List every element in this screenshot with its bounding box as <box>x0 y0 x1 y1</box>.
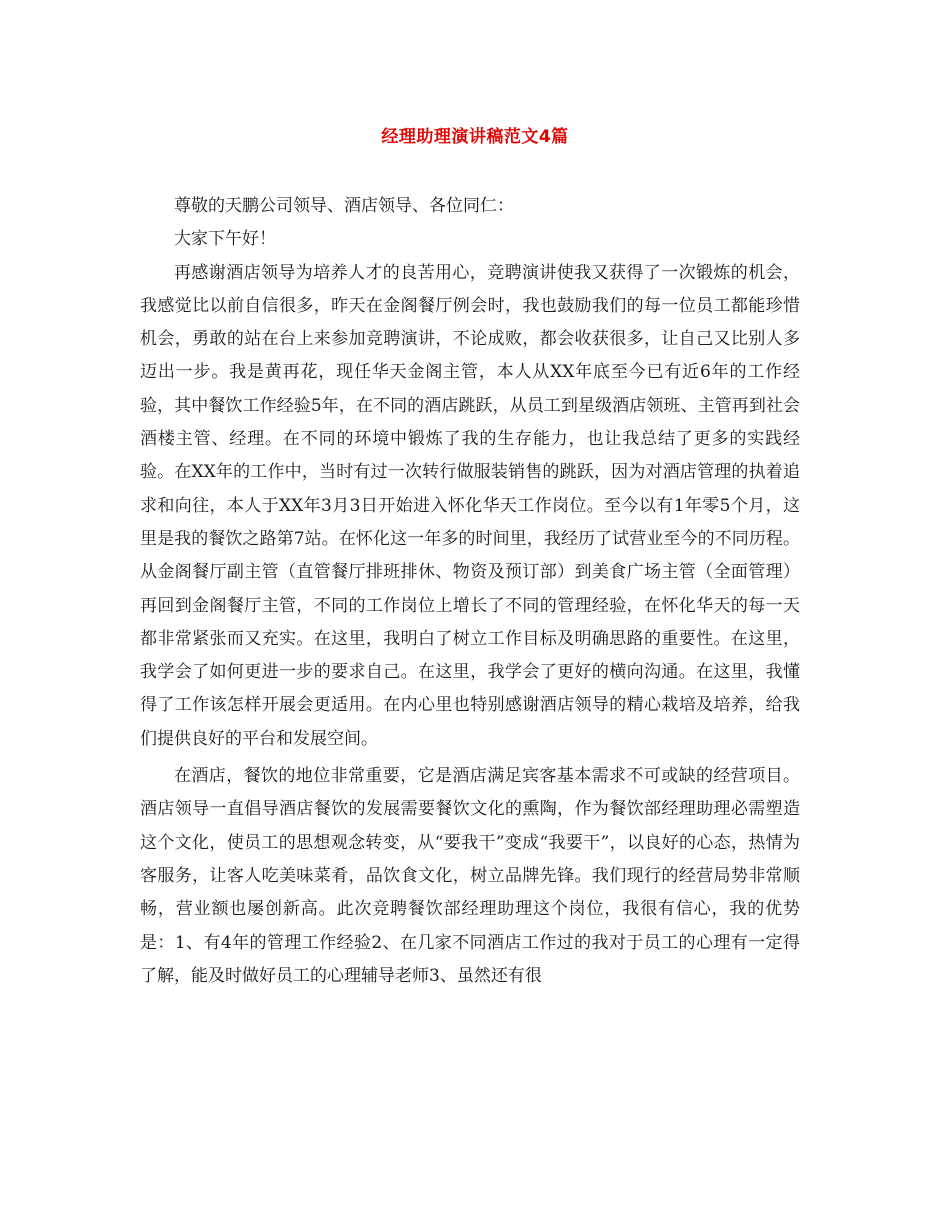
salutation: 尊敬的天鹏公司领导、酒店领导、各位同仁： <box>174 196 514 216</box>
body-paragraph-1: 再感谢酒店领导为培养人才的良苦用心，竞聘演讲使我又获得了一次锻炼的机会，我感觉比以前自信很多，昨天在金阁餐厅例会时，我也鼓励我们的每一位员工都能珍惜机会，勇敢的站在台上来参加竞聘演讲，不论成败，都会收获很多，让自己又比别人多迈出一步。我是黄再花，现任华天金阁主管，本人从XX年底至今已有近6年的工作经验，其中餐饮工作经验5年，在不同的酒店跳跃，从员工到星级酒店领班、主管再到社会酒楼主管、经理。在不同的环境中锻炼了我的生存能力，也让我总结了更多的实践经验。在XX年的工作中，当时有过一次转行做服装销售的跳跃，因为对酒店管理的执着追求和向往，本人于XX年3月3日开始进入怀化华天工作岗位。至今以有1年零5个月，这里是我的餐饮之路第7站。在怀化这一年多的时间里，我经历了试营业至今的不同历程。从金阁餐厅副主管（直管餐厅排班排休、物资及预订部）到美食广场主管（全面管理）再回到金阁餐厅主管，不同的工作岗位上增长了不同的管理经验，在怀化华天的每一天都非常紧张而又充实。在这里，我明白了树立工作目标及明确思路的重要性。在这里，我学会了如何更进一步的要求自己。在这里，我学会了更好的横向沟通。在这里，我懂得了工作该怎样开展会更适用。在内心里也特别感谢酒店领导的精心栽培及培养，给我们提供良好的平台和发展空间。 <box>140 262 800 749</box>
body-paragraph-2: 在酒店，餐饮的地位非常重要，它是酒店满足宾客基本需求不可或缺的经营项目。酒店领导一直倡导酒店餐饮的发展需要餐饮文化的熏陶，作为餐饮部经理助理必需塑造这个文化，使员工的思想观念转变，从“要我干”变成“我要干”，以良好的心态，热情为客服务，让客人吃美味菜肴，品饮食文化，树立品牌先锋。我们现行的经营局势非常顺畅，营业额也屡创新高。此次竞聘餐饮部经理助理这个岗位，我很有信心，我的优势是：1、有4年的管理工作经验2、在几家不同酒店工作过的我对于员工的心理有一定得了解，能及时做好员工的心理辅导老师3、虽然还有很 <box>140 766 800 986</box>
document-title: 经理助理演讲稿范文4篇 <box>381 127 569 147</box>
greeting: 大家下午好！ <box>174 229 276 250</box>
document-body <box>140 190 800 993</box>
